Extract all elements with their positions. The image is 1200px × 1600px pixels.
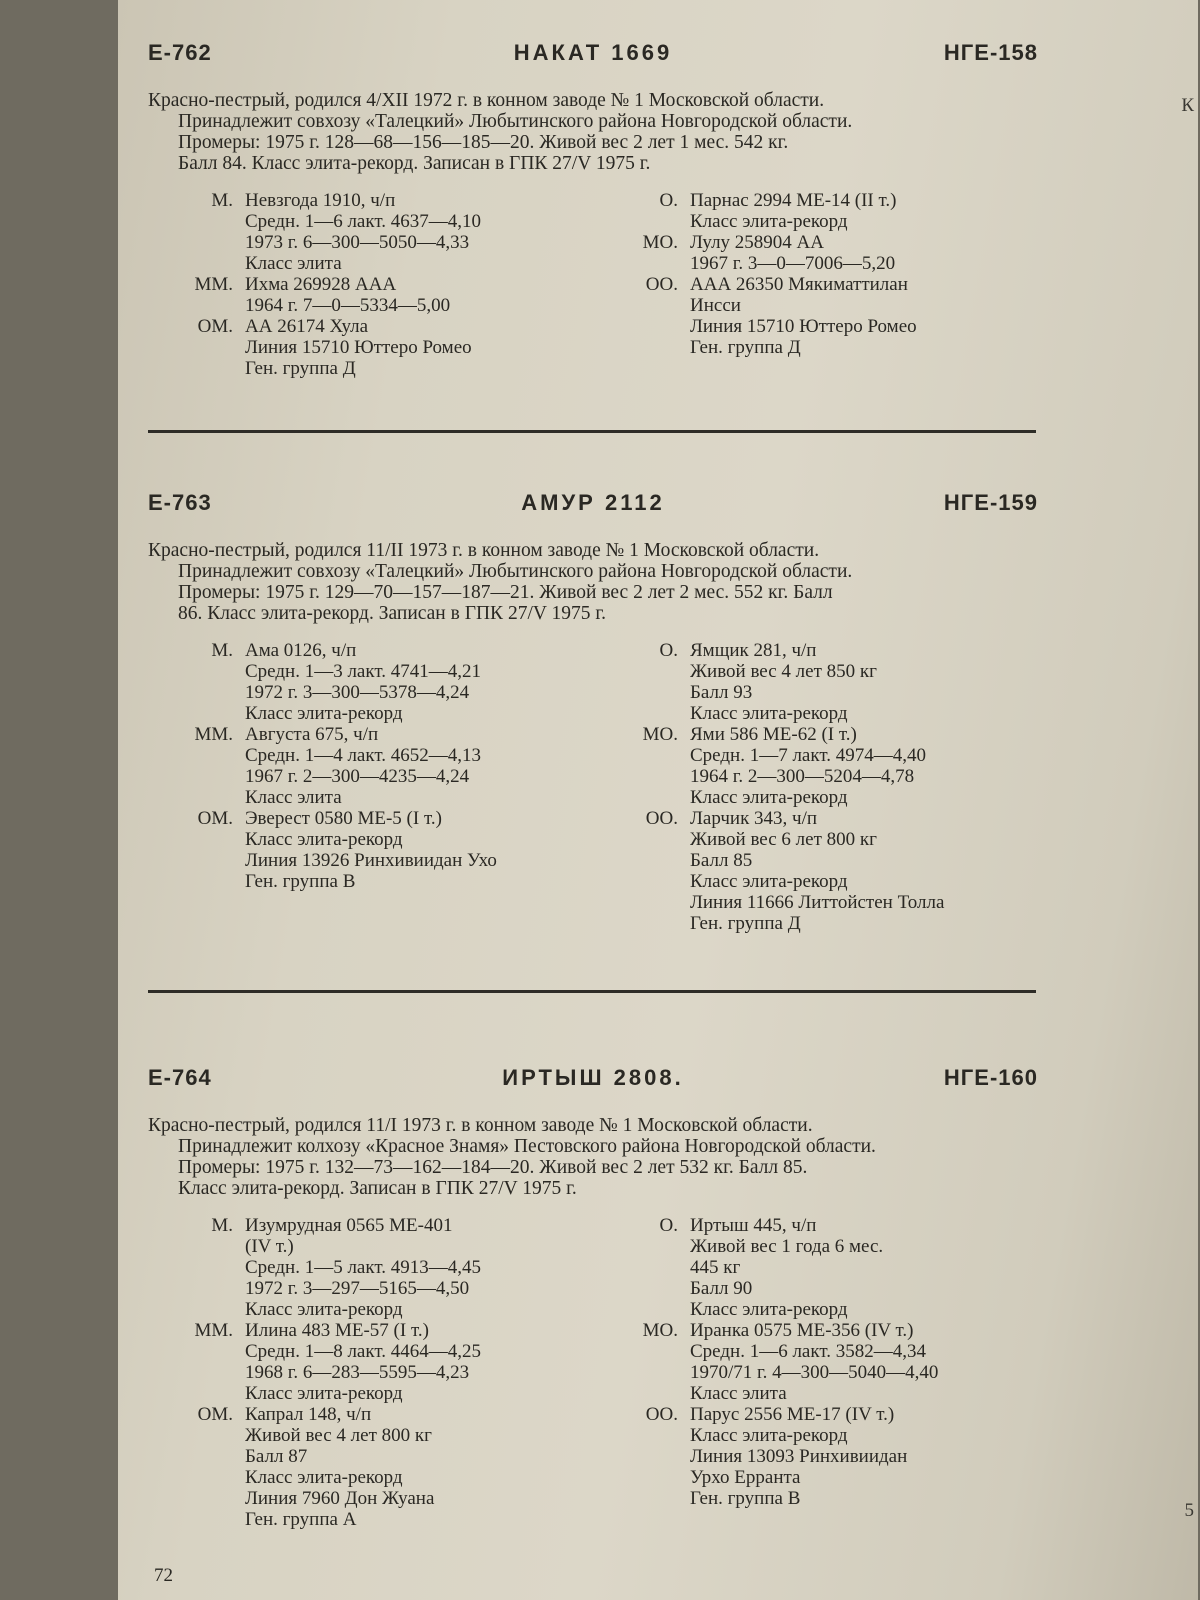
detail-line: Урхо Ерранта — [690, 1467, 801, 1488]
detail-line: Ихма 269928 ААА — [245, 274, 397, 295]
pedigree-right-column — [593, 640, 1038, 934]
pedigree-relative — [148, 808, 593, 892]
relative-label: ММ. — [194, 1320, 233, 1341]
detail-line: Живой вес 6 лет 800 кг — [690, 829, 877, 850]
relative-label: ОО. — [645, 808, 678, 829]
description-line: Принадлежит совхозу «Талецкий» Любытинского района Новгородской области. — [178, 111, 853, 132]
detail-line: Балл 90 — [690, 1278, 753, 1299]
detail-line: Линия 11666 Литтойстен Толла — [690, 892, 945, 913]
detail-line: Средн. 1—6 лакт. 3582—4,34 — [690, 1341, 926, 1362]
description-line: Красно-пестрый, родился 4/XII 1972 г. в конном заводе № 1 Московской области. — [148, 90, 825, 111]
detail-line: Средн. 1—4 лакт. 4652—4,13 — [245, 745, 481, 766]
description-line: Принадлежит колхозу «Красное Знамя» Пестовского района Новгородской области. — [178, 1136, 876, 1157]
pedigree-relative — [593, 190, 1038, 232]
pedigree-table — [148, 640, 1038, 934]
detail-line: Балл 87 — [245, 1446, 308, 1467]
relative-label: ММ. — [194, 274, 233, 295]
detail-line: Класс элита-рекорд — [245, 1299, 403, 1320]
detail-line: 1964 г. 2—300—5204—4,78 — [690, 766, 915, 787]
relative-label: ММ. — [194, 724, 233, 745]
pedigree-relative — [148, 316, 593, 379]
relative-details — [245, 640, 593, 724]
detail-line: 1972 г. 3—300—5378—4,24 — [245, 682, 470, 703]
detail-line: 1970/71 г. 4—300—5040—4,40 — [690, 1362, 939, 1383]
relative-label: ОО. — [645, 1404, 678, 1425]
description-line: 86. Класс элита-рекорд. Записан в ГПК 27/V 1975 г. — [178, 603, 607, 624]
entry-description — [148, 540, 1038, 624]
relative-details — [690, 1320, 1038, 1404]
relative-details — [690, 232, 1038, 274]
detail-line: Парус 2556 МЕ-17 (IV т.) — [690, 1404, 895, 1425]
detail-line: 445 кг — [690, 1257, 741, 1278]
detail-line: Класс элита-рекорд — [245, 1383, 403, 1404]
detail-line: Класс элита — [690, 1383, 787, 1404]
detail-line: Линия 7960 Дон Жуана — [245, 1488, 435, 1509]
detail-line: Ама 0126, ч/п — [245, 640, 357, 661]
detail-line: 1967 г. 2—300—4235—4,24 — [245, 766, 470, 787]
detail-line: Линия 15710 Юттеро Ромео — [245, 337, 472, 358]
entry-title: ИРТЫШ 2808. — [502, 1065, 684, 1090]
entry-title: АМУР 2112 — [521, 490, 665, 515]
detail-line: Класс элита-рекорд — [690, 787, 848, 808]
pedigree-relative — [148, 274, 593, 316]
detail-line: Класс элита — [245, 787, 342, 808]
relative-details — [690, 1404, 1038, 1509]
pedigree-relative — [593, 274, 1038, 358]
detail-line: Августа 675, ч/п — [245, 724, 379, 745]
relative-label: МО. — [642, 232, 678, 253]
pedigree-left-column — [148, 1215, 593, 1530]
pedigree-relative — [593, 1215, 1038, 1320]
relative-details — [690, 808, 1038, 934]
detail-line: Класс элита-рекорд — [690, 1425, 848, 1446]
pedigree-relative — [593, 232, 1038, 274]
detail-line: 1967 г. 3—0—7006—5,20 — [690, 253, 896, 274]
detail-line: Живой вес 4 лет 850 кг — [690, 661, 877, 682]
detail-line: Эверест 0580 МЕ-5 (I т.) — [245, 808, 442, 829]
relative-details — [245, 724, 593, 808]
pedigree-relative — [593, 808, 1038, 934]
detail-line: Ген. группа А — [245, 1509, 357, 1530]
entry-code: Е-762 — [148, 40, 212, 65]
relative-label: М. — [211, 190, 233, 211]
detail-line: Лулу 258904 АА — [690, 232, 825, 253]
pedigree-right-column — [593, 190, 1038, 379]
detail-line: Средн. 1—5 лакт. 4913—4,45 — [245, 1257, 481, 1278]
detail-line: 1973 г. 6—300—5050—4,33 — [245, 232, 470, 253]
description-line: Красно-пестрый, родился 11/I 1973 г. в конном заводе № 1 Московской области. — [148, 1115, 813, 1136]
pedigree-table — [148, 1215, 1038, 1530]
pedigree-relative — [593, 1320, 1038, 1404]
relative-label: О. — [659, 640, 678, 661]
detail-line: Класс элита-рекорд — [690, 1299, 848, 1320]
detail-line: Балл 85 — [690, 850, 753, 871]
margin-mark: 5 — [1184, 1500, 1194, 1521]
detail-line: Средн. 1—3 лакт. 4741—4,21 — [245, 661, 481, 682]
relative-label: МО. — [642, 724, 678, 745]
relative-details — [690, 1215, 1038, 1320]
relative-label: ОО. — [645, 274, 678, 295]
pedigree-relative — [593, 724, 1038, 808]
description-line: Промеры: 1975 г. 128—68—156—185—20. Живой вес 2 лет 1 мес. 542 кг. — [178, 132, 789, 153]
relative-label: М. — [211, 640, 233, 661]
relative-details — [245, 316, 593, 379]
relative-label: О. — [659, 1215, 678, 1236]
relative-details — [245, 190, 593, 274]
entry-e764 — [148, 1065, 1038, 1530]
detail-line: Класс элита-рекорд — [690, 703, 848, 724]
detail-line: Балл 93 — [690, 682, 753, 703]
book-page — [118, 0, 1198, 1600]
description-line: Красно-пестрый, родился 11/II 1973 г. в конном заводе № 1 Московской области. — [148, 540, 820, 561]
relative-details — [690, 724, 1038, 808]
detail-line: Ген. группа Д — [245, 358, 356, 379]
pedigree-right-column — [593, 1215, 1038, 1530]
pedigree-relative — [148, 640, 593, 724]
pedigree-relative — [148, 1320, 593, 1404]
detail-line: Ями 586 МЕ-62 (I т.) — [690, 724, 857, 745]
relative-details — [245, 1215, 593, 1320]
description-line: Промеры: 1975 г. 129—70—157—187—21. Живой вес 2 лет 2 мес. 552 кг. Балл — [178, 582, 833, 603]
relative-details — [690, 274, 1038, 358]
detail-line: (IV т.) — [245, 1236, 294, 1257]
detail-line: Живой вес 1 года 6 мес. — [690, 1236, 884, 1257]
detail-line: Изумрудная 0565 МЕ-401 — [245, 1215, 453, 1236]
detail-line: Невзгода 1910, ч/п — [245, 190, 396, 211]
detail-line: Капрал 148, ч/п — [245, 1404, 372, 1425]
detail-line: Класс элита-рекорд — [245, 829, 403, 850]
detail-line: Ген. группа В — [245, 871, 356, 892]
detail-line: Живой вес 4 лет 800 кг — [245, 1425, 432, 1446]
registry-code: НГЕ-158 — [943, 40, 1038, 65]
relative-details — [245, 808, 593, 892]
relative-details — [690, 190, 1038, 232]
detail-line: Класс элита-рекорд — [245, 703, 403, 724]
detail-line: 1968 г. 6—283—5595—4,23 — [245, 1362, 470, 1383]
detail-line: Иртыш 445, ч/п — [690, 1215, 817, 1236]
detail-line: Средн. 1—7 лакт. 4974—4,40 — [690, 745, 926, 766]
detail-line: Средн. 1—6 лакт. 4637—4,10 — [245, 211, 481, 232]
detail-line: Линия 13926 Ринхивиидан Ухо — [245, 850, 497, 871]
divider-rule — [148, 430, 1036, 433]
detail-line: Средн. 1—8 лакт. 4464—4,25 — [245, 1341, 481, 1362]
pedigree-relative — [593, 1404, 1038, 1509]
entry-description — [148, 1115, 1038, 1199]
relative-details — [245, 274, 593, 316]
entry-header — [148, 40, 1038, 80]
pedigree-relative — [148, 1215, 593, 1320]
pedigree-table — [148, 190, 1038, 379]
detail-line: Класс элита-рекорд — [690, 211, 848, 232]
relative-label: М. — [211, 1215, 233, 1236]
detail-line: Класс элита-рекорд — [245, 1467, 403, 1488]
entry-code: Е-763 — [148, 490, 212, 515]
detail-line: Ларчик 343, ч/п — [690, 808, 818, 829]
relative-label: ОМ. — [197, 1404, 233, 1425]
detail-line: 1972 г. 3—297—5165—4,50 — [245, 1278, 470, 1299]
description-line: Промеры: 1975 г. 132—73—162—184—20. Живой вес 2 лет 532 кг. Балл 85. — [178, 1157, 808, 1178]
detail-line: Инсси — [690, 295, 741, 316]
pedigree-relative — [148, 724, 593, 808]
detail-line: ААА 26350 Мякиматтилан — [690, 274, 908, 295]
description-line: Принадлежит совхозу «Талецкий» Любытинского района Новгородской области. — [178, 561, 853, 582]
relative-details — [245, 1320, 593, 1404]
detail-line: Иранка 0575 МЕ-356 (IV т.) — [690, 1320, 914, 1341]
registry-code: НГЕ-159 — [943, 490, 1038, 515]
detail-line: Класс элита-рекорд — [690, 871, 848, 892]
relative-details — [245, 1404, 593, 1530]
divider-rule — [148, 990, 1036, 993]
entry-e762 — [148, 40, 1038, 379]
pedigree-relative — [148, 190, 593, 274]
pedigree-relative — [148, 1404, 593, 1530]
detail-line: Класс элита — [245, 253, 342, 274]
detail-line: Ямщик 281, ч/п — [690, 640, 817, 661]
pedigree-left-column — [148, 190, 593, 379]
relative-label: ОМ. — [197, 316, 233, 337]
entry-description — [148, 90, 1038, 174]
detail-line: Илина 483 МЕ-57 (I т.) — [245, 1320, 429, 1341]
entry-title: НАКАТ 1669 — [513, 40, 673, 65]
description-line: Балл 84. Класс элита-рекорд. Записан в ГПК 27/V 1975 г. — [178, 153, 651, 174]
detail-line: Линия 13093 Ринхивиидан — [690, 1446, 908, 1467]
detail-line: 1964 г. 7—0—5334—5,00 — [245, 295, 451, 316]
detail-line: Ген. группа Д — [690, 337, 801, 358]
entry-code: Е-764 — [148, 1065, 212, 1090]
relative-label: О. — [659, 190, 678, 211]
pedigree-left-column — [148, 640, 593, 934]
page-number: 72 — [154, 1565, 173, 1586]
description-line: Класс элита-рекорд. Записан в ГПК 27/V 1975 г. — [178, 1178, 577, 1199]
relative-details — [690, 640, 1038, 724]
registry-code: НГЕ-160 — [943, 1065, 1038, 1090]
detail-line: Ген. группа Д — [690, 913, 801, 934]
relative-label: МО. — [642, 1320, 678, 1341]
detail-line: Парнас 2994 МЕ-14 (II т.) — [690, 190, 897, 211]
entry-header — [148, 490, 1038, 530]
entry-header — [148, 1065, 1038, 1105]
pedigree-relative — [593, 640, 1038, 724]
margin-mark: К — [1181, 95, 1194, 116]
relative-label: ОМ. — [197, 808, 233, 829]
detail-line: Ген. группа В — [690, 1488, 801, 1509]
entry-e763 — [148, 490, 1038, 934]
detail-line: АА 26174 Хула — [245, 316, 369, 337]
detail-line: Линия 15710 Юттеро Ромео — [690, 316, 917, 337]
